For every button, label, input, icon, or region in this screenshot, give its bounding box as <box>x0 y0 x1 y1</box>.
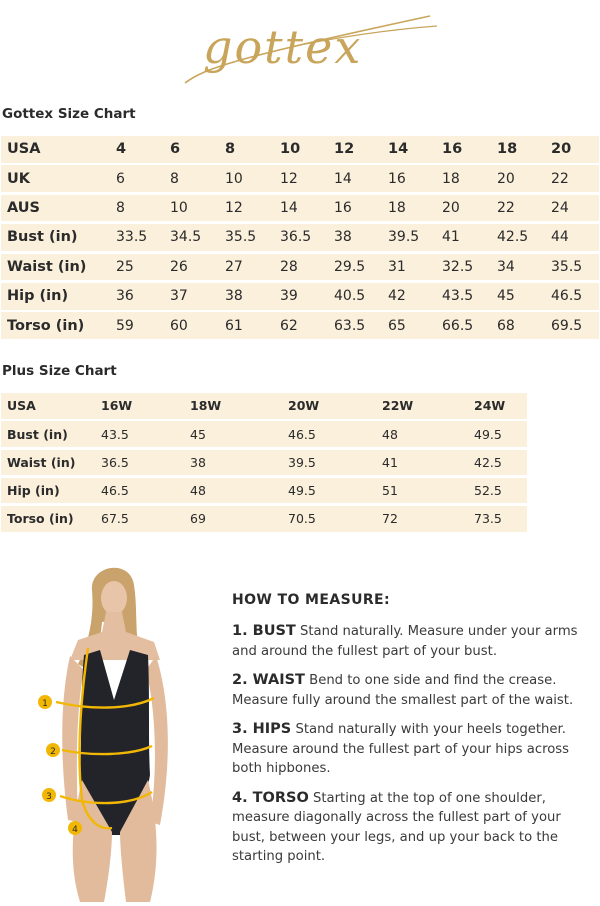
how-to-measure <box>232 592 592 877</box>
svg-text:4: 4 <box>72 825 78 835</box>
table-cell: 39.5 <box>288 454 316 470</box>
table-cell: 66.5 <box>442 317 474 334</box>
table-cell: 24 <box>551 200 569 217</box>
table-cell: 22 <box>497 200 515 217</box>
waist-text: Bend to one side and find the crease. Measure fully around the smallest part of the waist. <box>232 673 574 708</box>
table-cell: 49.5 <box>474 426 502 442</box>
table-cell: 37 <box>170 288 188 305</box>
table-cell: 63.5 <box>334 317 366 334</box>
table-row <box>1 450 527 476</box>
table-cell: 31 <box>388 258 406 275</box>
plus-chart-title: Plus Size Chart <box>2 363 117 379</box>
table-cell: 42.5 <box>497 229 529 246</box>
hips-instruction <box>232 720 592 779</box>
table-cell: 25 <box>116 258 134 275</box>
table-cell: 69.5 <box>551 317 583 334</box>
table-cell: 38 <box>225 288 243 305</box>
row-label: Waist (in) <box>7 258 87 275</box>
svg-text:2: 2 <box>50 747 56 757</box>
table-cell: 36.5 <box>101 454 129 470</box>
table-cell: 46.5 <box>551 288 583 305</box>
table-cell: 35.5 <box>551 258 583 275</box>
table-cell: 38 <box>190 454 206 470</box>
table-cell: 16 <box>442 141 463 158</box>
table-cell: 18 <box>442 170 460 187</box>
table-cell: 12 <box>280 170 298 187</box>
table-cell: 51 <box>382 483 398 499</box>
table-cell: 14 <box>280 200 298 217</box>
table-cell: 10 <box>170 200 188 217</box>
table-cell: 44 <box>551 229 569 246</box>
row-label: Bust (in) <box>7 229 78 246</box>
table-cell: 60 <box>170 317 188 334</box>
table-row <box>1 136 599 163</box>
table-cell: 26 <box>170 258 188 275</box>
marker-1 <box>38 695 52 709</box>
waist-instruction <box>232 671 592 710</box>
hips-text: Stand naturally with your heels together. Measure around the fullest part of your hips across both hipbones. <box>232 722 570 776</box>
table-cell: 52.5 <box>474 483 502 499</box>
table-cell: 16 <box>388 170 406 187</box>
table-cell: 36.5 <box>280 229 312 246</box>
table-cell: 8 <box>116 200 125 217</box>
row-label: USA <box>7 141 41 158</box>
table-cell: 35.5 <box>225 229 257 246</box>
table-cell: 20W <box>288 398 320 414</box>
table-cell: 38 <box>334 229 352 246</box>
hips-title: 3. HIPS <box>232 721 292 737</box>
table-cell: 43.5 <box>101 426 129 442</box>
table-cell: 6 <box>170 141 181 158</box>
table-row <box>1 393 527 419</box>
marker-3 <box>42 788 56 802</box>
row-label: AUS <box>7 200 40 217</box>
table-cell: 34.5 <box>170 229 202 246</box>
table-cell: 42 <box>388 288 406 305</box>
table-cell: 48 <box>190 483 206 499</box>
table-cell: 45 <box>497 288 515 305</box>
table-cell: 67.5 <box>101 511 129 527</box>
table-cell: 32.5 <box>442 258 474 275</box>
svg-text:3: 3 <box>46 792 52 802</box>
table-cell: 18W <box>190 398 222 414</box>
gottex-logo <box>175 8 445 90</box>
table-cell: 45 <box>190 426 206 442</box>
row-label: UK <box>7 170 31 187</box>
table-cell: 42.5 <box>474 454 502 470</box>
table-cell: 39.5 <box>388 229 420 246</box>
row-label: Torso (in) <box>7 511 74 527</box>
table-cell: 41 <box>442 229 460 246</box>
row-label: Torso (in) <box>7 317 85 334</box>
table-cell: 20 <box>551 141 572 158</box>
table-cell: 28 <box>280 258 298 275</box>
table-cell: 40.5 <box>334 288 366 305</box>
table-row <box>1 312 599 339</box>
table-cell: 14 <box>334 170 352 187</box>
marker-2 <box>46 743 60 757</box>
size-chart-title: Gottex Size Chart <box>2 106 136 122</box>
table-row <box>1 195 599 222</box>
torso-instruction <box>232 789 592 867</box>
table-cell: 29.5 <box>334 258 366 275</box>
table-cell: 70.5 <box>288 511 316 527</box>
table-cell: 69 <box>190 511 206 527</box>
table-row <box>1 165 599 192</box>
table-cell: 20 <box>442 200 460 217</box>
how-to-measure-heading: HOW TO MEASURE: <box>232 592 390 608</box>
table-cell: 18 <box>497 141 518 158</box>
table-cell: 65 <box>388 317 406 334</box>
table-cell: 33.5 <box>116 229 148 246</box>
table-cell: 46.5 <box>101 483 129 499</box>
table-cell: 18 <box>388 200 406 217</box>
table-row <box>1 506 527 532</box>
table-cell: 43.5 <box>442 288 474 305</box>
table-cell: 48 <box>382 426 398 442</box>
model-figure <box>30 560 210 902</box>
torso-text: Starting at the top of one shoulder, measure diagonally across the fullest part of your bust, between your legs, and up your back to the starting point. <box>232 790 561 864</box>
table-cell: 14 <box>388 141 409 158</box>
row-label: USA <box>7 398 36 414</box>
table-cell: 61 <box>225 317 243 334</box>
row-label: Hip (in) <box>7 288 69 305</box>
table-cell: 10 <box>280 141 301 158</box>
face-shape <box>101 581 127 615</box>
row-label: Waist (in) <box>7 454 76 470</box>
marker-4 <box>68 821 82 835</box>
table-cell: 22W <box>382 398 414 414</box>
table-row <box>1 421 527 447</box>
table-cell: 12 <box>225 200 243 217</box>
table-cell: 12 <box>334 141 355 158</box>
row-label: Bust (in) <box>7 426 68 442</box>
table-row <box>1 254 599 281</box>
waist-title: 2. WAIST <box>232 672 305 688</box>
table-cell: 46.5 <box>288 426 316 442</box>
table-cell: 39 <box>280 288 298 305</box>
table-cell: 41 <box>382 454 398 470</box>
table-cell: 16W <box>101 398 133 414</box>
table-cell: 20 <box>497 170 515 187</box>
table-cell: 8 <box>170 170 179 187</box>
table-cell: 24W <box>474 398 506 414</box>
table-cell: 6 <box>116 170 125 187</box>
table-cell: 22 <box>551 170 569 187</box>
table-cell: 68 <box>497 317 515 334</box>
bust-instruction <box>232 622 592 661</box>
table-cell: 27 <box>225 258 243 275</box>
bust-text: Stand naturally. Measure under your arms and around the fullest part of your bust. <box>232 624 578 659</box>
svg-text:1: 1 <box>42 699 48 709</box>
table-cell: 73.5 <box>474 511 502 527</box>
table-row <box>1 283 599 310</box>
torso-title: 4. TORSO <box>232 789 309 806</box>
bust-title: 1. BUST <box>232 623 296 639</box>
table-row <box>1 224 599 251</box>
table-cell: 10 <box>225 170 243 187</box>
table-cell: 34 <box>497 258 515 275</box>
table-cell: 4 <box>116 141 127 158</box>
table-cell: 59 <box>116 317 134 334</box>
table-cell: 8 <box>225 141 236 158</box>
table-row <box>1 478 527 504</box>
table-cell: 62 <box>280 317 298 334</box>
table-cell: 36 <box>116 288 134 305</box>
logo-text: gottex <box>203 20 363 74</box>
row-label: Hip (in) <box>7 483 60 499</box>
table-cell: 49.5 <box>288 483 316 499</box>
table-cell: 72 <box>382 511 398 527</box>
table-cell: 16 <box>334 200 352 217</box>
